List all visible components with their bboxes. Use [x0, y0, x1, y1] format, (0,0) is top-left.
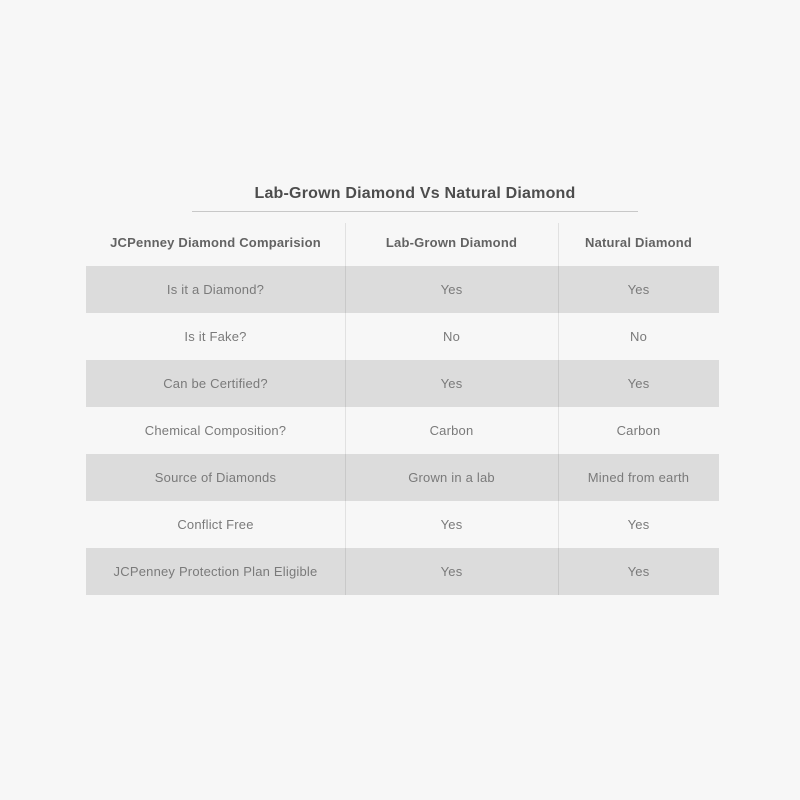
comparison-table: [86, 219, 719, 595]
lab-grown-value: Grown in a lab: [408, 470, 495, 485]
lab-grown-value: Carbon: [429, 423, 474, 438]
table-row: [86, 313, 719, 360]
lab-grown-value: Yes: [440, 282, 463, 297]
table-row: [86, 454, 719, 501]
natural-value: Yes: [627, 564, 650, 579]
feature-label: JCPenney Protection Plan Eligible: [113, 564, 318, 579]
feature-label: Source of Diamonds: [154, 470, 277, 485]
comparison-title: Lab-Grown Diamond Vs Natural Diamond: [254, 185, 576, 202]
natural-value: No: [629, 329, 648, 344]
column-header-lab-grown: Lab-Grown Diamond: [385, 235, 518, 250]
natural-value: Mined from earth: [587, 470, 690, 485]
feature-label: Is it Fake?: [184, 329, 247, 344]
table-row: [86, 548, 719, 595]
feature-label: Conflict Free: [177, 517, 254, 532]
natural-value: Carbon: [616, 423, 661, 438]
table-header-row: [86, 219, 719, 266]
column-divider: [558, 223, 559, 595]
natural-value: Yes: [627, 376, 650, 391]
column-header-feature: JCPenney Diamond Comparision: [110, 235, 321, 250]
feature-label: Can be Certified?: [163, 376, 268, 391]
column-header-natural: Natural Diamond: [584, 235, 692, 250]
feature-label: Chemical Composition?: [144, 423, 287, 438]
lab-grown-value: Yes: [440, 564, 463, 579]
table-row: [86, 501, 719, 548]
column-divider: [345, 223, 346, 595]
lab-grown-value: Yes: [440, 517, 463, 532]
lab-grown-value: Yes: [440, 376, 463, 391]
comparison-title-block: [192, 184, 638, 212]
lab-grown-value: No: [442, 329, 461, 344]
natural-value: Yes: [627, 517, 650, 532]
feature-label: Is it a Diamond?: [166, 282, 265, 297]
table-row: [86, 407, 719, 454]
table-row: [86, 360, 719, 407]
table-row: [86, 266, 719, 313]
natural-value: Yes: [627, 282, 650, 297]
